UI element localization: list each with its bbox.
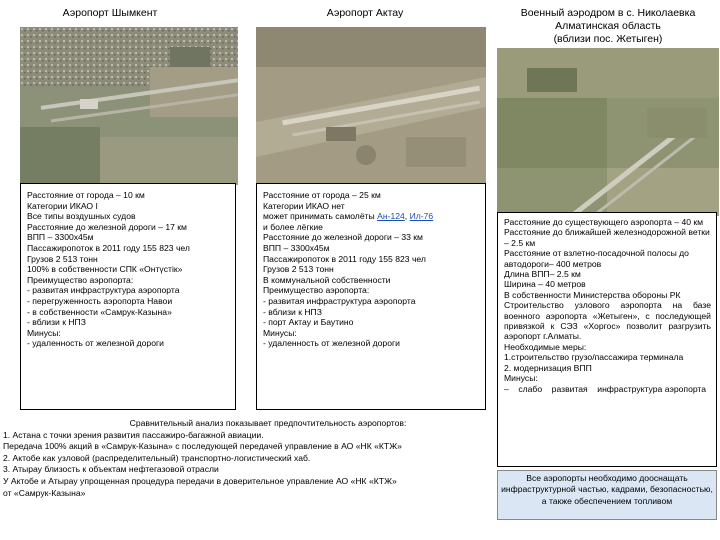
info-line: Расстояние от города – 10 км bbox=[27, 190, 145, 200]
summary-line: У Актобе и Атырау упрощенная процедура передачи в доверительное управление АО «НК «КТЖ» bbox=[3, 475, 397, 486]
info-box-shymkent bbox=[20, 183, 236, 410]
summary-line: 3. Атырау близость к объектам нефтегазовой отрасли bbox=[3, 464, 219, 475]
info-line: Расстояние до существующего аэропорта – 40 км bbox=[504, 217, 704, 227]
summary-line: 2. Актобе как узловой (распределительный) транспортно-логистический хаб. bbox=[3, 452, 311, 463]
info-line: Грузов 2 513 тонн bbox=[263, 264, 334, 275]
satellite-image-shymkent bbox=[20, 27, 238, 185]
info-line: 100% в собственности СПК «Онтүстік» bbox=[27, 264, 183, 275]
info-box-aktau bbox=[256, 183, 486, 410]
info-line: и более лёгкие bbox=[263, 221, 323, 232]
an124-link[interactable]: Ан-124 bbox=[377, 211, 405, 222]
title-shymkent: Аэропорт Шымкент bbox=[62, 7, 158, 19]
info-line: - развитая инфраструктура аэропорта bbox=[27, 285, 180, 296]
info-line: Расстояние от взлетно-посадочной полосы до автодороги– 400 метров bbox=[504, 248, 689, 269]
info-line: Ширина – 40 метров bbox=[504, 279, 586, 290]
info-line-aircraft bbox=[263, 211, 480, 222]
info-line: 2. модернизация ВПП bbox=[504, 362, 592, 373]
info-line: Расстояние от города – 25 км bbox=[263, 190, 381, 200]
info-line: Преимущество аэропорта: bbox=[27, 274, 134, 285]
info-line: Категории ИКАО I bbox=[27, 200, 98, 211]
info-line: ВПП – 3300х45м bbox=[263, 242, 330, 253]
info-line: Расстояние до ближайшей железнодорожной ветки – 2.5 км bbox=[504, 227, 710, 248]
info-line-justified: Строительство узлового аэропорта на базе военного аэропорта «Жетыген», с последующей привязкой к СЭЗ «Хоргос» позволит разгрузить аэропорт г.Алматы. bbox=[504, 300, 711, 342]
info-line: Расстояние до железной дороги – 17 км bbox=[27, 221, 187, 232]
info-line: Длина ВПП– 2.5 км bbox=[504, 269, 581, 280]
recommendation-box: Все аэропорты необходимо дооснащать инфраструктурной частью, кадрами, безопасностью, а также обеспечением топливом bbox=[497, 470, 717, 520]
info-line: - удаленность от железной дороги bbox=[27, 338, 164, 349]
summary-line: от «Самрук-Казына» bbox=[3, 487, 86, 498]
title-nikolaevka bbox=[498, 7, 718, 46]
info-line: Минусы: bbox=[504, 373, 538, 384]
title-line: (вблизи пос. Жетыген) bbox=[553, 33, 663, 45]
title-line: Алматинская область bbox=[555, 20, 661, 32]
info-line: - перегруженность аэропорта Навои bbox=[27, 295, 173, 306]
summary-line: Передача 100% акций в «Самрук-Казына» с последующей передачей управление в АО «НК «КТЖ» bbox=[3, 441, 402, 452]
info-line: Пассажиропоток в 2011 году 155 823 чел bbox=[27, 242, 190, 253]
summary-heading: Сравнительный анализ показывает предпочтительность аэропортов: bbox=[129, 418, 407, 428]
info-line: Преимущество аэропорта: bbox=[263, 285, 370, 296]
info-line: ВПП – 3300х45м bbox=[27, 232, 94, 243]
info-line: Пассажиропоток в 2011 году 155 823 чел bbox=[263, 253, 426, 264]
info-line: – слабо развитая инфраструктура аэропорта bbox=[504, 383, 707, 394]
info-line: Необходимые меры: bbox=[504, 341, 587, 352]
info-line: - вблизи к НПЗ bbox=[263, 306, 322, 317]
info-line: - развитая инфраструктура аэропорта bbox=[263, 295, 416, 306]
info-line: Минусы: bbox=[27, 327, 61, 338]
separator: , bbox=[404, 211, 410, 222]
info-line: - вблизи к НПЗ bbox=[27, 317, 86, 328]
info-line: - удаленность от железной дороги bbox=[263, 338, 400, 349]
info-text: может принимать самолёты bbox=[263, 211, 378, 222]
satellite-image-aktau bbox=[256, 27, 486, 185]
info-line: 1.строительство грузо/пассажира терминала bbox=[504, 352, 684, 363]
info-line: В собственности Министерства обороны РК bbox=[504, 289, 681, 300]
comparative-summary bbox=[3, 418, 493, 499]
info-line: Расстояние до железной дороги – 33 км bbox=[263, 232, 423, 243]
info-box-nikolaevka bbox=[497, 212, 717, 467]
info-line: Все типы воздушных судов bbox=[27, 211, 136, 222]
info-line: - в собственности «Самрук-Казына» bbox=[27, 306, 172, 317]
info-line: - порт Актау и Баутино bbox=[263, 317, 354, 328]
info-line: Минусы: bbox=[263, 327, 297, 338]
satellite-image-nikolaevka bbox=[497, 48, 719, 216]
info-line: Грузов 2 513 тонн bbox=[27, 253, 98, 264]
il76-link[interactable]: Ил-76 bbox=[409, 211, 434, 222]
title-aktau: Аэропорт Актау bbox=[326, 7, 404, 19]
info-line: В коммунальной собственности bbox=[263, 274, 391, 285]
summary-line: 1. Астана с точки зрения развития пассажиро-багажной авиации. bbox=[3, 429, 264, 440]
title-line: Военный аэродром в с. Николаевка bbox=[520, 7, 696, 19]
info-line: Категории ИКАО нет bbox=[263, 200, 345, 211]
